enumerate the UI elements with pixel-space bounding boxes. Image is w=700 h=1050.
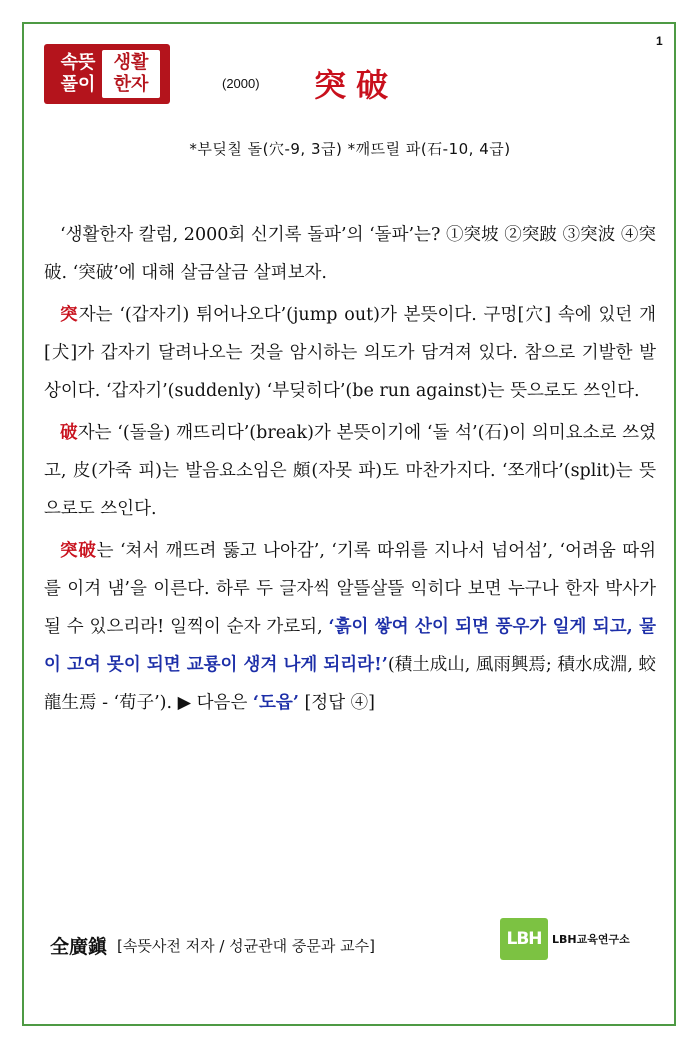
logo-left-block	[54, 52, 102, 96]
page-title: 突破	[314, 66, 399, 104]
pa-text: 자는 ‘(돌을) 깨뜨리다’(break)가 본뜻이기에 ‘돌 석’(石)이 의미요소로 쓰였고, 皮(가죽 피)는 발음요소임은 頗(자못 파)도 마찬가지다. ‘쪼개다’(split)는 뜻으로도 쓰인다.	[44, 423, 656, 519]
next-topic: ‘도읍’	[252, 693, 299, 713]
author-name: 全廣鎭	[50, 936, 108, 958]
keyword-dolpa: 突破	[60, 541, 97, 561]
paragraph-intro	[44, 216, 656, 292]
paragraph-dolpa	[44, 532, 656, 722]
brand-mark: LBH	[500, 918, 548, 960]
logo-right-line1: 생활	[113, 52, 149, 73]
paragraph-dol	[44, 296, 656, 410]
edition-number: (2000)	[222, 76, 260, 91]
xunzi-quote: ‘흙이 쌓여 산이 되면 풍우가 일게 되고, 물이 고여 못이 되면 교룡이 생겨 나게 되리라!’	[44, 617, 657, 675]
answer: [정답 ④]	[298, 693, 376, 713]
author-footer	[50, 932, 375, 959]
intro-text: ‘생활한자 칼럼, 2000회 신기록 돌파’의 ‘돌파’는? ①突坡 ②突跛 ③突波 ④突破. ‘突破’에 대해 살금살금 살펴보자.	[44, 225, 656, 283]
logo-left-line2: 풀이	[60, 74, 96, 95]
logo-right-line2: 한자	[113, 74, 149, 95]
keyword-dol: 突	[60, 305, 79, 325]
column-logo	[44, 44, 170, 104]
keyword-pa: 破	[60, 423, 78, 443]
dol-text: 자는 ‘(갑자기) 튀어나오다’(jump out)가 본뜻이다. 구멍[穴] 속에 있던 개[犬]가 갑자기 달려나오는 것을 암시하는 의도가 담겨져 있다. 참으로 기발한 발상이다. ‘갑자기’(suddenly) ‘부딪히다’(be run against)는 뜻으로도 쓰인다.	[44, 305, 657, 401]
dolpa-text: 는 ‘쳐서 깨뜨려 뚫고 나아감’, ‘기록 따위를 지나서 넘어섬’, ‘어려움 따위를 이겨 냄’을 이른다. 하루 두 글자씩 알뜰살뜰 익히다 보면 누구나 한자 박사가 될 수 있으리라! 일찍이 순자 가로되,	[44, 541, 657, 637]
logo-right-block	[102, 50, 160, 98]
paragraph-pa	[44, 414, 656, 528]
brand-name: LBH교육연구소	[552, 933, 630, 946]
logo-left-line1: 속뜻	[60, 52, 96, 73]
page-number: 1	[656, 34, 663, 48]
author-role: [속뜻사전 저자 / 성균관대 중문과 교수]	[117, 937, 375, 955]
quote-source: (積土成山, 風雨興焉; 積水成淵, 蛟龍生焉 - ‘荀子’). ▶ 다음은	[44, 655, 656, 713]
character-gloss: *부딪칠 돌(穴-9, 3급) *깨뜨릴 파(石-10, 4급)	[189, 140, 511, 158]
article-body	[44, 216, 656, 726]
brand-logo	[500, 918, 630, 960]
